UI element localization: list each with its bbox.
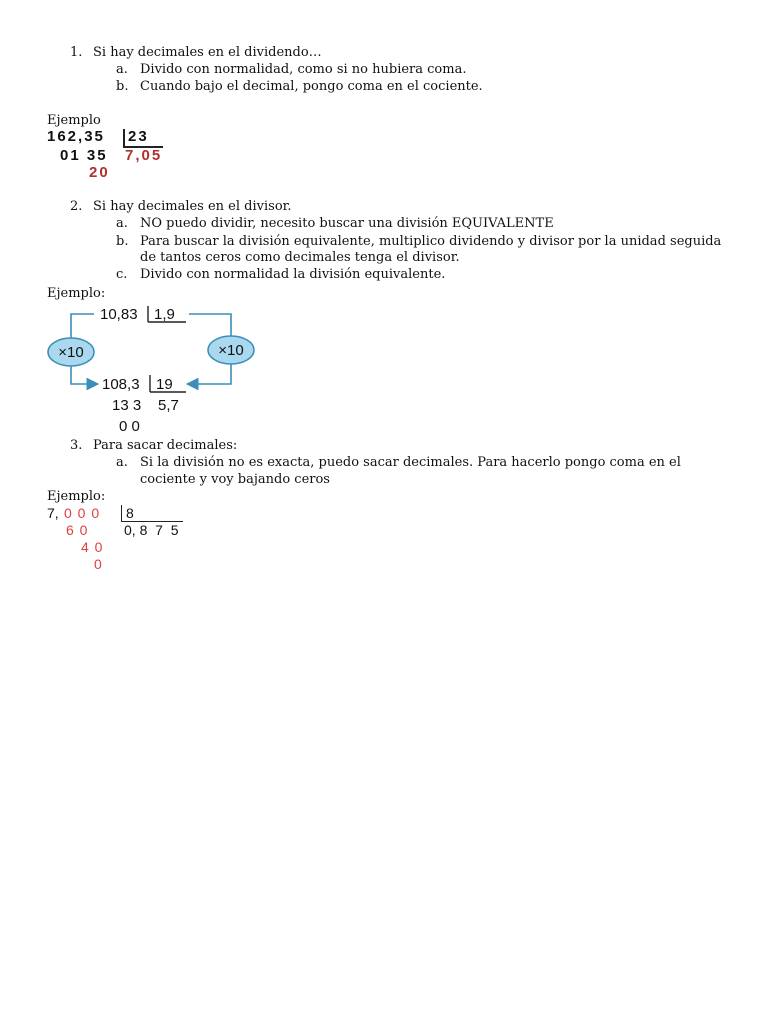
top-dividend: 10,83	[100, 306, 138, 323]
quotient: 5,7	[158, 397, 179, 414]
dividend-prefix: 7,	[47, 505, 59, 521]
quotient: 0, 8 7 5	[124, 522, 179, 538]
list-item-continuation: de tantos ceros como decimales tenga el divisor.	[140, 250, 460, 265]
divisor: 8	[126, 505, 134, 521]
remainder: 6 0	[66, 522, 89, 538]
list-item: Para buscar la división equivalente, multiplico dividendo y divisor por la unidad seguida	[140, 234, 722, 249]
remainder: 0 0	[119, 418, 140, 435]
remainder: 20	[89, 164, 110, 181]
dividend: 162,35	[47, 128, 105, 145]
remainder: 13 3	[112, 397, 142, 414]
remainder: 4 0	[81, 539, 104, 555]
multiplier-right-text: ×10	[218, 342, 244, 359]
division-bracket-vertical	[123, 129, 125, 147]
remainder: 01 35	[60, 147, 108, 164]
divisor: 23	[128, 128, 149, 145]
section-3-title: Para sacar decimales:	[93, 438, 238, 453]
list-item: NO puedo dividir, necesito buscar una división EQUIVALENTE	[140, 216, 554, 231]
example-label: Ejemplo:	[47, 489, 106, 504]
list-marker: b.	[116, 79, 129, 94]
example-label: Ejemplo	[47, 113, 101, 128]
section-2-title: Si hay decimales en el divisor.	[93, 199, 292, 214]
top-divisor: 1,9	[154, 306, 175, 323]
bottom-divisor: 19	[156, 376, 173, 393]
quotient: 7,05	[125, 147, 163, 164]
division-bracket-vertical	[121, 505, 122, 522]
list-marker: b.	[116, 234, 129, 249]
list-marker: c.	[116, 267, 128, 282]
multiplier-left-text: ×10	[58, 344, 84, 361]
equivalent-division-diagram	[44, 300, 264, 440]
section-2-number: 2.	[70, 199, 83, 214]
left-arrow	[71, 364, 96, 384]
bottom-dividend: 108,3	[102, 376, 140, 393]
dividend-zeros: 0 0 0	[64, 505, 101, 521]
section-1-number: 1.	[70, 45, 83, 60]
list-item: Divido con normalidad, como si no hubiera coma.	[140, 62, 467, 77]
list-marker: a.	[116, 62, 128, 77]
remainder: 0	[94, 556, 102, 572]
right-arrow	[189, 364, 231, 384]
list-item: Si la división no es exacta, puedo sacar decimales. Para hacerlo pongo coma en el	[140, 455, 681, 470]
left-upper-line	[71, 314, 94, 340]
list-item-continuation: cociente y voy bajando ceros	[140, 472, 330, 487]
example-label: Ejemplo:	[47, 286, 106, 301]
section-3-number: 3.	[70, 438, 83, 453]
section-1-title: Si hay decimales en el dividendo…	[93, 45, 322, 60]
list-marker: a.	[116, 216, 128, 231]
connector-lines	[71, 314, 231, 384]
list-item: Cuando bajo el decimal, pongo coma en el cociente.	[140, 79, 483, 94]
list-marker: a.	[116, 455, 128, 470]
list-item: Divido con normalidad la división equivalente.	[140, 267, 446, 282]
